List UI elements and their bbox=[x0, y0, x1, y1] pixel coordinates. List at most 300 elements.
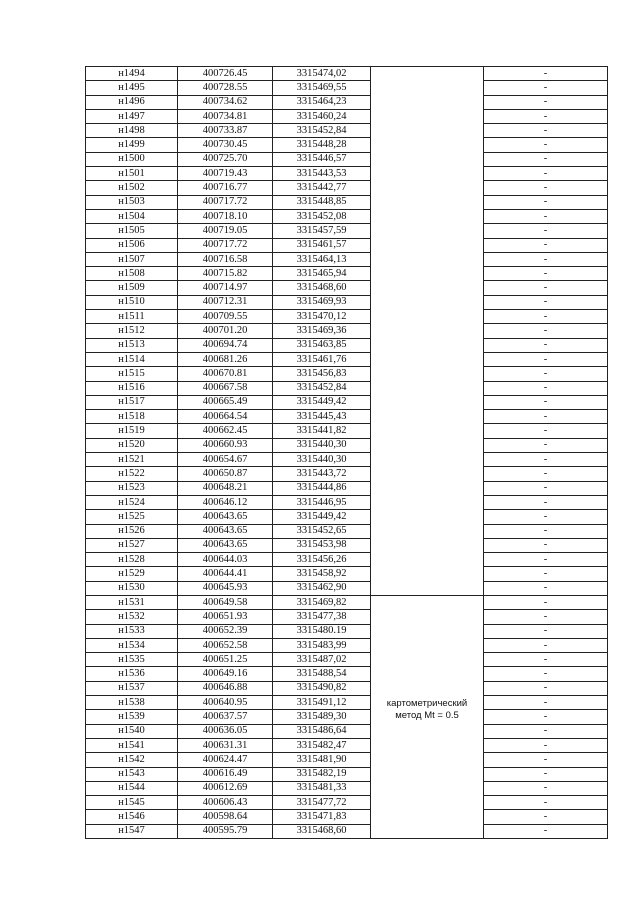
method-cell bbox=[371, 209, 484, 223]
point-cell: н1514 bbox=[86, 352, 178, 366]
y-coordinate-cell: 3315458,92 bbox=[273, 567, 371, 581]
point-cell: н1522 bbox=[86, 467, 178, 481]
point-cell: н1542 bbox=[86, 753, 178, 767]
point-cell: н1534 bbox=[86, 638, 178, 652]
point-cell: н1503 bbox=[86, 195, 178, 209]
table-row bbox=[86, 352, 608, 366]
y-coordinate-cell: 3315461,76 bbox=[273, 352, 371, 366]
method-cell bbox=[371, 167, 484, 181]
point-cell: н1525 bbox=[86, 510, 178, 524]
y-coordinate-cell: 3315456,26 bbox=[273, 553, 371, 567]
x-coordinate-cell: 400670.81 bbox=[178, 367, 273, 381]
accuracy-cell: - bbox=[484, 438, 608, 452]
y-coordinate-cell: 3315441,82 bbox=[273, 424, 371, 438]
table-row bbox=[86, 781, 608, 795]
x-coordinate-cell: 400651.25 bbox=[178, 653, 273, 667]
x-coordinate-cell: 400643.65 bbox=[178, 524, 273, 538]
method-cell bbox=[371, 367, 484, 381]
accuracy-cell: - bbox=[484, 667, 608, 681]
point-cell: н1537 bbox=[86, 681, 178, 695]
method-cell bbox=[371, 95, 484, 109]
table-row bbox=[86, 310, 608, 324]
method-cell bbox=[371, 595, 484, 609]
point-cell: н1532 bbox=[86, 610, 178, 624]
accuracy-cell: - bbox=[484, 753, 608, 767]
x-coordinate-cell: 400662.45 bbox=[178, 424, 273, 438]
x-coordinate-cell: 400664.54 bbox=[178, 410, 273, 424]
y-coordinate-cell: 3315469,82 bbox=[273, 595, 371, 609]
accuracy-cell: - bbox=[484, 295, 608, 309]
table-row bbox=[86, 610, 608, 624]
method-cell bbox=[371, 424, 484, 438]
y-coordinate-cell: 3315468,60 bbox=[273, 281, 371, 295]
x-coordinate-cell: 400636.05 bbox=[178, 724, 273, 738]
accuracy-cell: - bbox=[484, 538, 608, 552]
point-cell: н1507 bbox=[86, 252, 178, 266]
accuracy-cell: - bbox=[484, 167, 608, 181]
method-cell bbox=[371, 138, 484, 152]
point-cell: н1499 bbox=[86, 138, 178, 152]
method-cell bbox=[371, 453, 484, 467]
point-cell: н1515 bbox=[86, 367, 178, 381]
point-cell: н1545 bbox=[86, 796, 178, 810]
y-coordinate-cell: 3315440,30 bbox=[273, 438, 371, 452]
y-coordinate-cell: 3315462,90 bbox=[273, 581, 371, 595]
x-coordinate-cell: 400715.82 bbox=[178, 267, 273, 281]
accuracy-cell: - bbox=[484, 410, 608, 424]
point-cell: н1547 bbox=[86, 824, 178, 838]
method-cell bbox=[371, 781, 484, 795]
accuracy-cell: - bbox=[484, 209, 608, 223]
table-row bbox=[86, 195, 608, 209]
accuracy-cell: - bbox=[484, 824, 608, 838]
point-cell: н1536 bbox=[86, 667, 178, 681]
x-coordinate-cell: 400681.26 bbox=[178, 352, 273, 366]
x-coordinate-cell: 400709.55 bbox=[178, 310, 273, 324]
table-row bbox=[86, 109, 608, 123]
table-row bbox=[86, 138, 608, 152]
y-coordinate-cell: 3315486,64 bbox=[273, 724, 371, 738]
accuracy-cell: - bbox=[484, 653, 608, 667]
table-row bbox=[86, 438, 608, 452]
table-row bbox=[86, 95, 608, 109]
x-coordinate-cell: 400719.43 bbox=[178, 167, 273, 181]
y-coordinate-cell: 3315464,13 bbox=[273, 252, 371, 266]
accuracy-cell: - bbox=[484, 453, 608, 467]
accuracy-cell: - bbox=[484, 395, 608, 409]
method-cell bbox=[371, 724, 484, 738]
accuracy-cell: - bbox=[484, 467, 608, 481]
x-coordinate-cell: 400654.67 bbox=[178, 453, 273, 467]
accuracy-cell: - bbox=[484, 510, 608, 524]
point-cell: н1497 bbox=[86, 109, 178, 123]
y-coordinate-cell: 3315453,98 bbox=[273, 538, 371, 552]
y-coordinate-cell: 3315468,60 bbox=[273, 824, 371, 838]
x-coordinate-cell: 400712.31 bbox=[178, 295, 273, 309]
accuracy-cell: - bbox=[484, 696, 608, 710]
table-row bbox=[86, 524, 608, 538]
table-row bbox=[86, 810, 608, 824]
table-row bbox=[86, 495, 608, 509]
y-coordinate-cell: 3315470,12 bbox=[273, 310, 371, 324]
method-cell bbox=[371, 467, 484, 481]
accuracy-cell: - bbox=[484, 81, 608, 95]
x-coordinate-cell: 400734.81 bbox=[178, 109, 273, 123]
table-row bbox=[86, 638, 608, 652]
y-coordinate-cell: 3315446,57 bbox=[273, 152, 371, 166]
table-row bbox=[86, 152, 608, 166]
y-coordinate-cell: 3315452,84 bbox=[273, 124, 371, 138]
x-coordinate-cell: 400719.05 bbox=[178, 224, 273, 238]
y-coordinate-cell: 3315443,53 bbox=[273, 167, 371, 181]
y-coordinate-cell: 3315481,33 bbox=[273, 781, 371, 795]
accuracy-cell: - bbox=[484, 367, 608, 381]
method-cell bbox=[371, 810, 484, 824]
table-row bbox=[86, 81, 608, 95]
x-coordinate-cell: 400649.16 bbox=[178, 667, 273, 681]
accuracy-cell: - bbox=[484, 195, 608, 209]
x-coordinate-cell: 400624.47 bbox=[178, 753, 273, 767]
table-row bbox=[86, 710, 608, 724]
table-row bbox=[86, 338, 608, 352]
table-row bbox=[86, 395, 608, 409]
x-coordinate-cell: 400714.97 bbox=[178, 281, 273, 295]
point-cell: н1529 bbox=[86, 567, 178, 581]
point-cell: н1538 bbox=[86, 696, 178, 710]
accuracy-cell: - bbox=[484, 495, 608, 509]
x-coordinate-cell: 400730.45 bbox=[178, 138, 273, 152]
point-cell: н1500 bbox=[86, 152, 178, 166]
accuracy-cell: - bbox=[484, 796, 608, 810]
method-cell bbox=[371, 481, 484, 495]
point-cell: н1494 bbox=[86, 67, 178, 81]
point-cell: н1533 bbox=[86, 624, 178, 638]
method-cell bbox=[371, 181, 484, 195]
x-coordinate-cell: 400644.41 bbox=[178, 567, 273, 581]
x-coordinate-cell: 400733.87 bbox=[178, 124, 273, 138]
table-row bbox=[86, 767, 608, 781]
accuracy-cell: - bbox=[484, 610, 608, 624]
y-coordinate-cell: 3315464,23 bbox=[273, 95, 371, 109]
x-coordinate-cell: 400694.74 bbox=[178, 338, 273, 352]
table-row bbox=[86, 324, 608, 338]
table-row bbox=[86, 167, 608, 181]
y-coordinate-cell: 3315465,94 bbox=[273, 267, 371, 281]
method-cell bbox=[371, 524, 484, 538]
y-coordinate-cell: 3315488,54 bbox=[273, 667, 371, 681]
method-cell bbox=[371, 238, 484, 252]
y-coordinate-cell: 3315448,85 bbox=[273, 195, 371, 209]
x-coordinate-cell: 400667.58 bbox=[178, 381, 273, 395]
accuracy-cell: - bbox=[484, 710, 608, 724]
x-coordinate-cell: 400640.95 bbox=[178, 696, 273, 710]
y-coordinate-cell: 3315474,02 bbox=[273, 67, 371, 81]
method-cell bbox=[371, 681, 484, 695]
x-coordinate-cell: 400718.10 bbox=[178, 209, 273, 223]
y-coordinate-cell: 3315452,84 bbox=[273, 381, 371, 395]
accuracy-cell: - bbox=[484, 810, 608, 824]
coordinates-table-body bbox=[86, 67, 608, 839]
method-cell bbox=[371, 109, 484, 123]
point-cell: н1544 bbox=[86, 781, 178, 795]
method-cell bbox=[371, 438, 484, 452]
method-cell bbox=[371, 381, 484, 395]
y-coordinate-cell: 3315446,95 bbox=[273, 495, 371, 509]
y-coordinate-cell: 3315482,47 bbox=[273, 738, 371, 752]
method-cell bbox=[371, 67, 484, 81]
point-cell: н1535 bbox=[86, 653, 178, 667]
table-row bbox=[86, 267, 608, 281]
method-cell bbox=[371, 824, 484, 838]
accuracy-cell: - bbox=[484, 767, 608, 781]
table-row bbox=[86, 553, 608, 567]
y-coordinate-cell: 3315481,90 bbox=[273, 753, 371, 767]
accuracy-cell: - bbox=[484, 553, 608, 567]
y-coordinate-cell: 3315469,93 bbox=[273, 295, 371, 309]
y-coordinate-cell: 3315444,86 bbox=[273, 481, 371, 495]
point-cell: н1518 bbox=[86, 410, 178, 424]
y-coordinate-cell: 3315482,19 bbox=[273, 767, 371, 781]
accuracy-cell: - bbox=[484, 152, 608, 166]
method-cell bbox=[371, 696, 484, 725]
y-coordinate-cell: 3315469,36 bbox=[273, 324, 371, 338]
y-coordinate-cell: 3315480.19 bbox=[273, 624, 371, 638]
x-coordinate-cell: 400606.43 bbox=[178, 796, 273, 810]
x-coordinate-cell: 400649.58 bbox=[178, 595, 273, 609]
point-cell: н1516 bbox=[86, 381, 178, 395]
accuracy-cell: - bbox=[484, 310, 608, 324]
table-row bbox=[86, 796, 608, 810]
y-coordinate-cell: 3315457,59 bbox=[273, 224, 371, 238]
method-cell bbox=[371, 281, 484, 295]
coordinates-table bbox=[85, 66, 608, 839]
method-cell bbox=[371, 395, 484, 409]
accuracy-cell: - bbox=[484, 381, 608, 395]
point-cell: н1520 bbox=[86, 438, 178, 452]
method-cell bbox=[371, 252, 484, 266]
table-row bbox=[86, 738, 608, 752]
point-cell: н1496 bbox=[86, 95, 178, 109]
table-row bbox=[86, 67, 608, 81]
point-cell: н1504 bbox=[86, 209, 178, 223]
y-coordinate-cell: 3315491,12 bbox=[273, 696, 371, 710]
point-cell: н1539 bbox=[86, 710, 178, 724]
accuracy-cell: - bbox=[484, 124, 608, 138]
accuracy-cell: - bbox=[484, 181, 608, 195]
method-cell bbox=[371, 767, 484, 781]
accuracy-cell: - bbox=[484, 624, 608, 638]
point-cell: н1530 bbox=[86, 581, 178, 595]
method-cell bbox=[371, 267, 484, 281]
method-cell bbox=[371, 796, 484, 810]
method-cell bbox=[371, 610, 484, 624]
table-row bbox=[86, 510, 608, 524]
point-cell: н1527 bbox=[86, 538, 178, 552]
x-coordinate-cell: 400644.03 bbox=[178, 553, 273, 567]
x-coordinate-cell: 400660.93 bbox=[178, 438, 273, 452]
point-cell: н1505 bbox=[86, 224, 178, 238]
table-row bbox=[86, 295, 608, 309]
y-coordinate-cell: 3315442,77 bbox=[273, 181, 371, 195]
accuracy-cell: - bbox=[484, 681, 608, 695]
accuracy-cell: - bbox=[484, 724, 608, 738]
method-cell bbox=[371, 538, 484, 552]
table-row bbox=[86, 696, 608, 710]
point-cell: н1524 bbox=[86, 495, 178, 509]
table-row bbox=[86, 238, 608, 252]
table-row bbox=[86, 281, 608, 295]
x-coordinate-cell: 400616.49 bbox=[178, 767, 273, 781]
y-coordinate-cell: 3315483,99 bbox=[273, 638, 371, 652]
y-coordinate-cell: 3315477,72 bbox=[273, 796, 371, 810]
method-cell bbox=[371, 510, 484, 524]
y-coordinate-cell: 3315448,28 bbox=[273, 138, 371, 152]
point-cell: н1509 bbox=[86, 281, 178, 295]
x-coordinate-cell: 400650.87 bbox=[178, 467, 273, 481]
method-cell bbox=[371, 152, 484, 166]
accuracy-cell: - bbox=[484, 281, 608, 295]
table-row bbox=[86, 224, 608, 238]
point-cell: н1540 bbox=[86, 724, 178, 738]
method-cell bbox=[371, 352, 484, 366]
x-coordinate-cell: 400734.62 bbox=[178, 95, 273, 109]
accuracy-cell: - bbox=[484, 238, 608, 252]
table-row bbox=[86, 667, 608, 681]
method-cell bbox=[371, 495, 484, 509]
method-cell bbox=[371, 567, 484, 581]
accuracy-cell: - bbox=[484, 424, 608, 438]
table-row bbox=[86, 595, 608, 609]
x-coordinate-cell: 400651.93 bbox=[178, 610, 273, 624]
x-coordinate-cell: 400716.77 bbox=[178, 181, 273, 195]
point-cell: н1501 bbox=[86, 167, 178, 181]
method-cell bbox=[371, 324, 484, 338]
accuracy-cell: - bbox=[484, 524, 608, 538]
method-label: картометрический bbox=[386, 697, 468, 709]
x-coordinate-cell: 400643.65 bbox=[178, 538, 273, 552]
accuracy-cell: - bbox=[484, 738, 608, 752]
point-cell: н1517 bbox=[86, 395, 178, 409]
method-cell bbox=[371, 195, 484, 209]
point-cell: н1513 bbox=[86, 338, 178, 352]
accuracy-cell: - bbox=[484, 781, 608, 795]
method-cell bbox=[371, 553, 484, 567]
accuracy-cell: - bbox=[484, 224, 608, 238]
method-cell bbox=[371, 653, 484, 667]
y-coordinate-cell: 3315443,72 bbox=[273, 467, 371, 481]
y-coordinate-cell: 3315490,82 bbox=[273, 681, 371, 695]
table-row bbox=[86, 209, 608, 223]
table-row bbox=[86, 653, 608, 667]
x-coordinate-cell: 400612.69 bbox=[178, 781, 273, 795]
table-row bbox=[86, 453, 608, 467]
y-coordinate-cell: 3315477,38 bbox=[273, 610, 371, 624]
point-cell: н1528 bbox=[86, 553, 178, 567]
point-cell: н1506 bbox=[86, 238, 178, 252]
x-coordinate-cell: 400716.58 bbox=[178, 252, 273, 266]
accuracy-cell: - bbox=[484, 138, 608, 152]
table-row bbox=[86, 753, 608, 767]
x-coordinate-cell: 400645.93 bbox=[178, 581, 273, 595]
x-coordinate-cell: 400665.49 bbox=[178, 395, 273, 409]
table-row bbox=[86, 410, 608, 424]
accuracy-cell: - bbox=[484, 567, 608, 581]
method-cell bbox=[371, 295, 484, 309]
accuracy-cell: - bbox=[484, 252, 608, 266]
method-cell bbox=[371, 667, 484, 681]
x-coordinate-cell: 400652.58 bbox=[178, 638, 273, 652]
y-coordinate-cell: 3315471,83 bbox=[273, 810, 371, 824]
table-row bbox=[86, 724, 608, 738]
x-coordinate-cell: 400595.79 bbox=[178, 824, 273, 838]
point-cell: н1546 bbox=[86, 810, 178, 824]
x-coordinate-cell: 400717.72 bbox=[178, 238, 273, 252]
table-row bbox=[86, 467, 608, 481]
point-cell: н1531 bbox=[86, 595, 178, 609]
accuracy-cell: - bbox=[484, 95, 608, 109]
point-cell: н1495 bbox=[86, 81, 178, 95]
x-coordinate-cell: 400646.88 bbox=[178, 681, 273, 695]
accuracy-cell: - bbox=[484, 481, 608, 495]
x-coordinate-cell: 400648.21 bbox=[178, 481, 273, 495]
table-row bbox=[86, 252, 608, 266]
table-row bbox=[86, 481, 608, 495]
x-coordinate-cell: 400631.31 bbox=[178, 738, 273, 752]
y-coordinate-cell: 3315461,57 bbox=[273, 238, 371, 252]
x-coordinate-cell: 400725.70 bbox=[178, 152, 273, 166]
y-coordinate-cell: 3315463,85 bbox=[273, 338, 371, 352]
y-coordinate-cell: 3315449,42 bbox=[273, 395, 371, 409]
point-cell: н1498 bbox=[86, 124, 178, 138]
point-cell: н1526 bbox=[86, 524, 178, 538]
table-row bbox=[86, 581, 608, 595]
method-cell bbox=[371, 338, 484, 352]
y-coordinate-cell: 3315469,55 bbox=[273, 81, 371, 95]
table-row bbox=[86, 124, 608, 138]
method-cell bbox=[371, 753, 484, 767]
accuracy-cell: - bbox=[484, 638, 608, 652]
table-row bbox=[86, 567, 608, 581]
y-coordinate-cell: 3315445,43 bbox=[273, 410, 371, 424]
x-coordinate-cell: 400598.64 bbox=[178, 810, 273, 824]
table-row bbox=[86, 181, 608, 195]
method-cell bbox=[371, 738, 484, 752]
x-coordinate-cell: 400643.65 bbox=[178, 510, 273, 524]
table-row bbox=[86, 424, 608, 438]
point-cell: н1543 bbox=[86, 767, 178, 781]
x-coordinate-cell: 400652.39 bbox=[178, 624, 273, 638]
method-cell bbox=[371, 310, 484, 324]
table-row bbox=[86, 824, 608, 838]
point-cell: н1511 bbox=[86, 310, 178, 324]
x-coordinate-cell: 400717.72 bbox=[178, 195, 273, 209]
point-cell: н1523 bbox=[86, 481, 178, 495]
y-coordinate-cell: 3315489,30 bbox=[273, 710, 371, 724]
y-coordinate-cell: 3315440,30 bbox=[273, 453, 371, 467]
table-row bbox=[86, 381, 608, 395]
y-coordinate-cell: 3315460,24 bbox=[273, 109, 371, 123]
point-cell: н1502 bbox=[86, 181, 178, 195]
y-coordinate-cell: 3315487,02 bbox=[273, 653, 371, 667]
point-cell: н1541 bbox=[86, 738, 178, 752]
table-row bbox=[86, 681, 608, 695]
method-accuracy-label: метод Mt = 0.5 bbox=[395, 709, 459, 721]
y-coordinate-cell: 3315452,65 bbox=[273, 524, 371, 538]
method-cell bbox=[371, 81, 484, 95]
accuracy-cell: - bbox=[484, 338, 608, 352]
method-cell bbox=[371, 224, 484, 238]
y-coordinate-cell: 3315456,83 bbox=[273, 367, 371, 381]
